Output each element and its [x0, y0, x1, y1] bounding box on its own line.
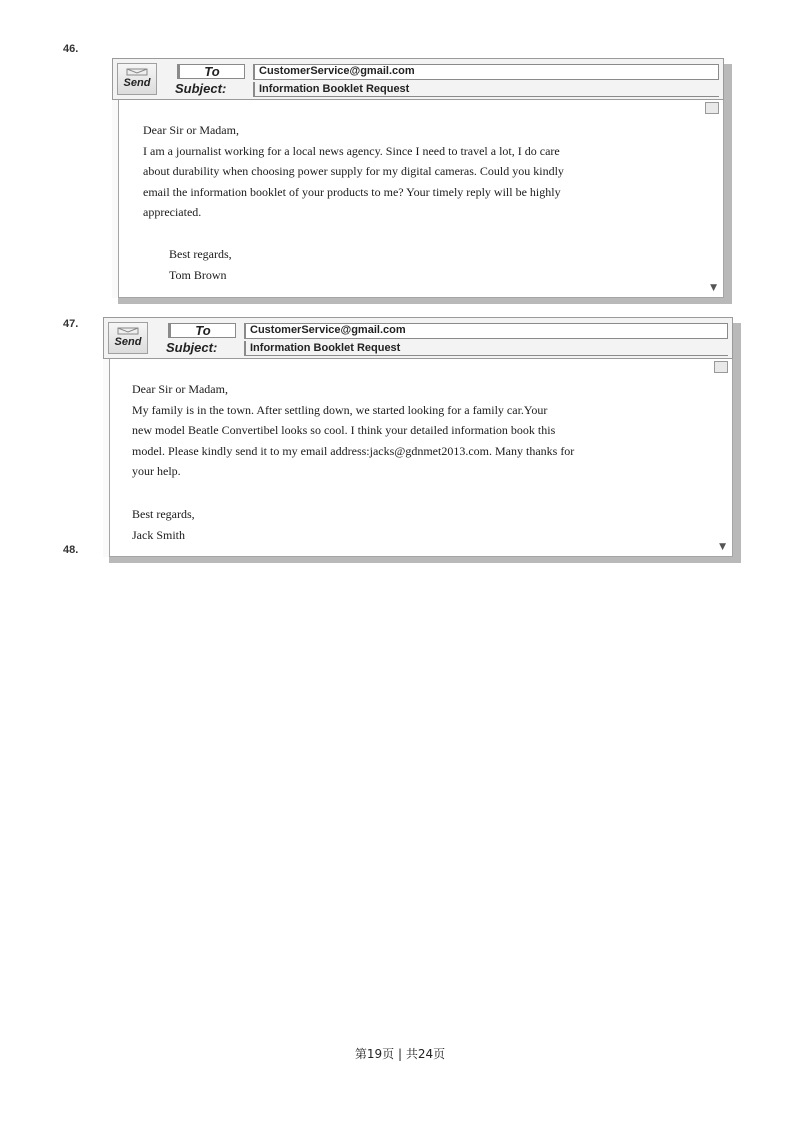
signature: Tom Brown	[169, 267, 227, 282]
signature-block	[169, 244, 232, 285]
attachment-icon[interactable]	[714, 361, 728, 373]
body-line: your help.	[132, 464, 181, 478]
closing: Best regards,	[132, 507, 195, 521]
message-text	[132, 379, 722, 482]
greeting: Dear Sir or Madam,	[132, 382, 228, 396]
body-line: about durability when choosing power supply for my digital cameras. Could you kindly	[143, 164, 564, 178]
envelope-icon	[117, 327, 139, 335]
send-button[interactable]	[117, 63, 157, 95]
send-button[interactable]	[108, 322, 148, 354]
body-line: email the information booklet of your products to me? Your timely reply will be highly	[143, 184, 561, 199]
subject-field[interactable]: Information Booklet Request	[244, 341, 728, 356]
question-number-47: 47.	[63, 318, 79, 330]
body-line: appreciated.	[143, 205, 202, 219]
message-text	[143, 120, 713, 223]
to-button[interactable]: To	[168, 323, 236, 338]
body-line: I am a journalist working for a local news agency. Since I need to travel a lot, I do care	[143, 143, 560, 158]
greeting: Dear Sir or Madam,	[143, 123, 239, 137]
subject-field[interactable]: Information Booklet Request	[253, 82, 719, 97]
closing: Best regards,	[169, 247, 232, 261]
to-field[interactable]: CustomerService@gmail.com	[253, 64, 719, 80]
send-label: Send	[114, 336, 142, 348]
subject-label: Subject:	[175, 81, 227, 96]
email-body[interactable]	[118, 100, 724, 298]
to-button[interactable]: To	[177, 64, 245, 79]
scroll-down-icon[interactable]: ▼	[719, 542, 726, 552]
email-body[interactable]	[109, 359, 733, 557]
email-header	[103, 317, 733, 359]
body-line: new model Beatle Convertibel looks so cool. I think your detailed information book this	[132, 423, 556, 437]
email-window-1	[112, 58, 724, 298]
question-number-46: 46.	[63, 43, 79, 55]
body-line: My family is in the town. After settling down, we started looking for a family car.Your	[132, 402, 548, 417]
page-footer: 第19页 | 共24页	[354, 1047, 446, 1061]
scroll-down-icon[interactable]: ▼	[710, 283, 717, 293]
body-line: model. Please kindly send it to my email address:jacks@gdnmet2013.com. Many thanks for	[132, 443, 575, 458]
subject-label: Subject:	[166, 340, 218, 355]
to-field[interactable]: CustomerService@gmail.com	[244, 323, 728, 339]
email-window-2	[103, 317, 733, 557]
send-label: Send	[123, 77, 151, 89]
signature-block	[132, 504, 195, 545]
question-number-48: 48.	[63, 544, 79, 556]
attachment-icon[interactable]	[705, 102, 719, 114]
email-header	[112, 58, 724, 100]
envelope-icon	[126, 68, 148, 76]
signature: Jack Smith	[132, 527, 185, 542]
